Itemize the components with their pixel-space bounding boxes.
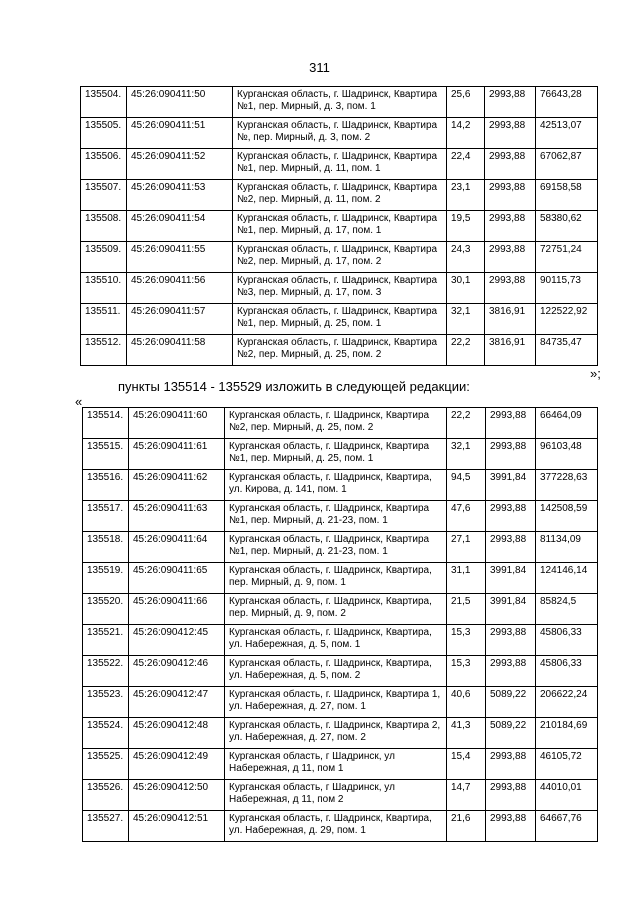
price-cell: 2993,88 [486, 408, 536, 439]
address-cell: Курганская область, г. Шадринск, Квартира №1, пер. Мирный, д. 25, пом. 1 [233, 304, 447, 335]
total-value-cell: 85824,5 [536, 594, 598, 625]
price-cell: 2993,88 [485, 180, 536, 211]
area-cell: 25,6 [447, 87, 485, 118]
table-row [83, 625, 598, 656]
price-cell: 2993,88 [486, 780, 536, 811]
address-cell: Курганская область, г. Шадринск, Квартира №, пер. Мирный, д. 3, пом. 2 [233, 118, 447, 149]
total-value-cell: 206622,24 [536, 687, 598, 718]
cadastral-number-cell: 45:26:090411:63 [129, 501, 225, 532]
cadastral-number-cell: 45:26:090412:48 [129, 718, 225, 749]
table-row [81, 149, 598, 180]
table-row [83, 718, 598, 749]
price-cell: 2993,88 [486, 749, 536, 780]
area-cell: 31,1 [447, 563, 486, 594]
cadastral-number-cell: 45:26:090411:66 [129, 594, 225, 625]
cadastral-number-cell: 45:26:090411:62 [129, 470, 225, 501]
area-cell: 15,3 [447, 625, 486, 656]
total-value-cell: 67062,87 [536, 149, 598, 180]
area-cell: 23,1 [447, 180, 485, 211]
area-cell: 15,4 [447, 749, 486, 780]
cadastral-number-cell: 45:26:090411:57 [127, 304, 233, 335]
area-cell: 22,4 [447, 149, 485, 180]
price-cell: 3991,84 [486, 470, 536, 501]
row-number-cell: 135523. [83, 687, 129, 718]
address-cell: Курганская область, г Шадринск, ул Набережная, д 11, пом 1 [225, 749, 447, 780]
table-row [83, 594, 598, 625]
closing-quote-mark: »; [590, 366, 601, 381]
address-cell: Курганская область, г. Шадринск, Квартира, ул. Набережная, д. 5, пом. 2 [225, 656, 447, 687]
area-cell: 21,6 [447, 811, 486, 842]
price-cell: 3816,91 [485, 335, 536, 366]
row-number-cell: 135504. [81, 87, 127, 118]
table-row [83, 470, 598, 501]
table-row [83, 780, 598, 811]
price-cell: 2993,88 [485, 87, 536, 118]
row-number-cell: 135525. [83, 749, 129, 780]
area-cell: 41,3 [447, 718, 486, 749]
table-row [81, 180, 598, 211]
price-cell: 2993,88 [485, 118, 536, 149]
cadastral-number-cell: 45:26:090411:58 [127, 335, 233, 366]
total-value-cell: 76643,28 [536, 87, 598, 118]
area-cell: 22,2 [447, 335, 485, 366]
address-cell: Курганская область, г. Шадринск, Квартира 1, ул. Набережная, д. 27, пом. 1 [225, 687, 447, 718]
address-cell: Курганская область, г. Шадринск, Квартира №2, пер. Мирный, д. 25, пом. 2 [233, 335, 447, 366]
cadastral-number-cell: 45:26:090412:49 [129, 749, 225, 780]
price-cell: 2993,88 [485, 211, 536, 242]
table-row [83, 408, 598, 439]
total-value-cell: 124146,14 [536, 563, 598, 594]
table-row [83, 439, 598, 470]
cadastral-number-cell: 45:26:090411:55 [127, 242, 233, 273]
address-cell: Курганская область, г. Шадринск, Квартира, ул. Набережная, д. 5, пом. 1 [225, 625, 447, 656]
row-number-cell: 135514. [83, 408, 129, 439]
area-cell: 27,1 [447, 532, 486, 563]
row-number-cell: 135517. [83, 501, 129, 532]
area-cell: 21,5 [447, 594, 486, 625]
table-row [83, 532, 598, 563]
table-row [83, 563, 598, 594]
address-cell: Курганская область, г. Шадринск, Квартира №2, пер. Мирный, д. 25, пом. 2 [225, 408, 447, 439]
area-cell: 19,5 [447, 211, 485, 242]
property-table-1 [80, 86, 598, 366]
total-value-cell: 81134,09 [536, 532, 598, 563]
table-row [81, 304, 598, 335]
cadastral-number-cell: 45:26:090412:46 [129, 656, 225, 687]
table-row [81, 335, 598, 366]
table-row [83, 749, 598, 780]
total-value-cell: 210184,69 [536, 718, 598, 749]
total-value-cell: 96103,48 [536, 439, 598, 470]
total-value-cell: 377228,63 [536, 470, 598, 501]
cadastral-number-cell: 45:26:090411:64 [129, 532, 225, 563]
cadastral-number-cell: 45:26:090411:60 [129, 408, 225, 439]
area-cell: 22,2 [447, 408, 486, 439]
cadastral-number-cell: 45:26:090412:45 [129, 625, 225, 656]
price-cell: 2993,88 [486, 532, 536, 563]
table-row [81, 242, 598, 273]
area-cell: 14,7 [447, 780, 486, 811]
cadastral-number-cell: 45:26:090411:50 [127, 87, 233, 118]
price-cell: 2993,88 [486, 811, 536, 842]
address-cell: Курганская область, г. Шадринск, Квартира №1, пер. Мирный, д. 21-23, пом. 1 [225, 501, 447, 532]
row-number-cell: 135527. [83, 811, 129, 842]
table-row [83, 656, 598, 687]
table-row [83, 687, 598, 718]
page-number: 311 [309, 60, 330, 75]
row-number-cell: 135509. [81, 242, 127, 273]
address-cell: Курганская область, г. Шадринск, Квартира №1, пер. Мирный, д. 3, пом. 1 [233, 87, 447, 118]
address-cell: Курганская область, г. Шадринск, Квартира №1, пер. Мирный, д. 11, пом. 1 [233, 149, 447, 180]
address-cell: Курганская область, г. Шадринск, Квартира №1, пер. Мирный, д. 17, пом. 1 [233, 211, 447, 242]
row-number-cell: 135526. [83, 780, 129, 811]
address-cell: Курганская область, г. Шадринск, Квартира №3, пер. Мирный, д. 17, пом. 3 [233, 273, 447, 304]
address-cell: Курганская область, г. Шадринск, Квартира №2, пер. Мирный, д. 17, пом. 2 [233, 242, 447, 273]
cadastral-number-cell: 45:26:090411:53 [127, 180, 233, 211]
total-value-cell: 84735,47 [536, 335, 598, 366]
total-value-cell: 122522,92 [536, 304, 598, 335]
address-cell: Курганская область, г. Шадринск, Квартира №2, пер. Мирный, д. 11, пом. 2 [233, 180, 447, 211]
cadastral-number-cell: 45:26:090412:47 [129, 687, 225, 718]
price-cell: 2993,88 [485, 242, 536, 273]
row-number-cell: 135522. [83, 656, 129, 687]
price-cell: 2993,88 [486, 439, 536, 470]
address-cell: Курганская область, г. Шадринск, Квартира №1, пер. Мирный, д. 25, пом. 1 [225, 439, 447, 470]
area-cell: 14,2 [447, 118, 485, 149]
row-number-cell: 135515. [83, 439, 129, 470]
row-number-cell: 135516. [83, 470, 129, 501]
address-cell: Курганская область, г. Шадринск, Квартира №1, пер. Мирный, д. 21-23, пом. 1 [225, 532, 447, 563]
row-number-cell: 135519. [83, 563, 129, 594]
total-value-cell: 45806,33 [536, 656, 598, 687]
total-value-cell: 90115,73 [536, 273, 598, 304]
property-table-2 [82, 407, 598, 842]
price-cell: 2993,88 [485, 149, 536, 180]
total-value-cell: 46105,72 [536, 749, 598, 780]
cadastral-number-cell: 45:26:090411:51 [127, 118, 233, 149]
address-cell: Курганская область, г. Шадринск, Квартира, ул. Кирова, д. 141, пом. 1 [225, 470, 447, 501]
total-value-cell: 42513,07 [536, 118, 598, 149]
total-value-cell: 44010,01 [536, 780, 598, 811]
price-cell: 2993,88 [485, 273, 536, 304]
row-number-cell: 135521. [83, 625, 129, 656]
amendment-instruction: пункты 135514 - 135529 изложить в следующей редакции: [118, 379, 470, 394]
cadastral-number-cell: 45:26:090411:65 [129, 563, 225, 594]
area-cell: 47,6 [447, 501, 486, 532]
cadastral-number-cell: 45:26:090412:50 [129, 780, 225, 811]
total-value-cell: 58380,62 [536, 211, 598, 242]
price-cell: 2993,88 [486, 656, 536, 687]
area-cell: 15,3 [447, 656, 486, 687]
total-value-cell: 64667,76 [536, 811, 598, 842]
row-number-cell: 135511. [81, 304, 127, 335]
table-row [81, 87, 598, 118]
table-row [83, 811, 598, 842]
table-row [83, 501, 598, 532]
total-value-cell: 45806,33 [536, 625, 598, 656]
area-cell: 32,1 [447, 304, 485, 335]
area-cell: 94,5 [447, 470, 486, 501]
row-number-cell: 135507. [81, 180, 127, 211]
row-number-cell: 135508. [81, 211, 127, 242]
table-row [81, 273, 598, 304]
cadastral-number-cell: 45:26:090411:61 [129, 439, 225, 470]
price-cell: 3816,91 [485, 304, 536, 335]
row-number-cell: 135506. [81, 149, 127, 180]
area-cell: 40,6 [447, 687, 486, 718]
opening-quote-mark: « [75, 394, 83, 409]
row-number-cell: 135524. [83, 718, 129, 749]
cadastral-number-cell: 45:26:090411:52 [127, 149, 233, 180]
price-cell: 3991,84 [486, 563, 536, 594]
address-cell: Курганская область, г. Шадринск, Квартира 2, ул. Набережная, д. 27, пом. 2 [225, 718, 447, 749]
table-row [81, 211, 598, 242]
cadastral-number-cell: 45:26:090411:56 [127, 273, 233, 304]
row-number-cell: 135520. [83, 594, 129, 625]
address-cell: Курганская область, г Шадринск, ул Набережная, д 11, пом 2 [225, 780, 447, 811]
total-value-cell: 69158,58 [536, 180, 598, 211]
row-number-cell: 135505. [81, 118, 127, 149]
address-cell: Курганская область, г. Шадринск, Квартира, ул. Набережная, д. 29, пом. 1 [225, 811, 447, 842]
table-row [81, 118, 598, 149]
price-cell: 5089,22 [486, 687, 536, 718]
cadastral-number-cell: 45:26:090412:51 [129, 811, 225, 842]
address-cell: Курганская область, г. Шадринск, Квартира, пер. Мирный, д. 9, пом. 2 [225, 594, 447, 625]
price-cell: 3991,84 [486, 594, 536, 625]
price-cell: 2993,88 [486, 501, 536, 532]
total-value-cell: 72751,24 [536, 242, 598, 273]
area-cell: 24,3 [447, 242, 485, 273]
cadastral-number-cell: 45:26:090411:54 [127, 211, 233, 242]
address-cell: Курганская область, г. Шадринск, Квартира, пер. Мирный, д. 9, пом. 1 [225, 563, 447, 594]
area-cell: 32,1 [447, 439, 486, 470]
row-number-cell: 135518. [83, 532, 129, 563]
area-cell: 30,1 [447, 273, 485, 304]
price-cell: 2993,88 [486, 625, 536, 656]
row-number-cell: 135512. [81, 335, 127, 366]
row-number-cell: 135510. [81, 273, 127, 304]
total-value-cell: 66464,09 [536, 408, 598, 439]
price-cell: 5089,22 [486, 718, 536, 749]
total-value-cell: 142508,59 [536, 501, 598, 532]
